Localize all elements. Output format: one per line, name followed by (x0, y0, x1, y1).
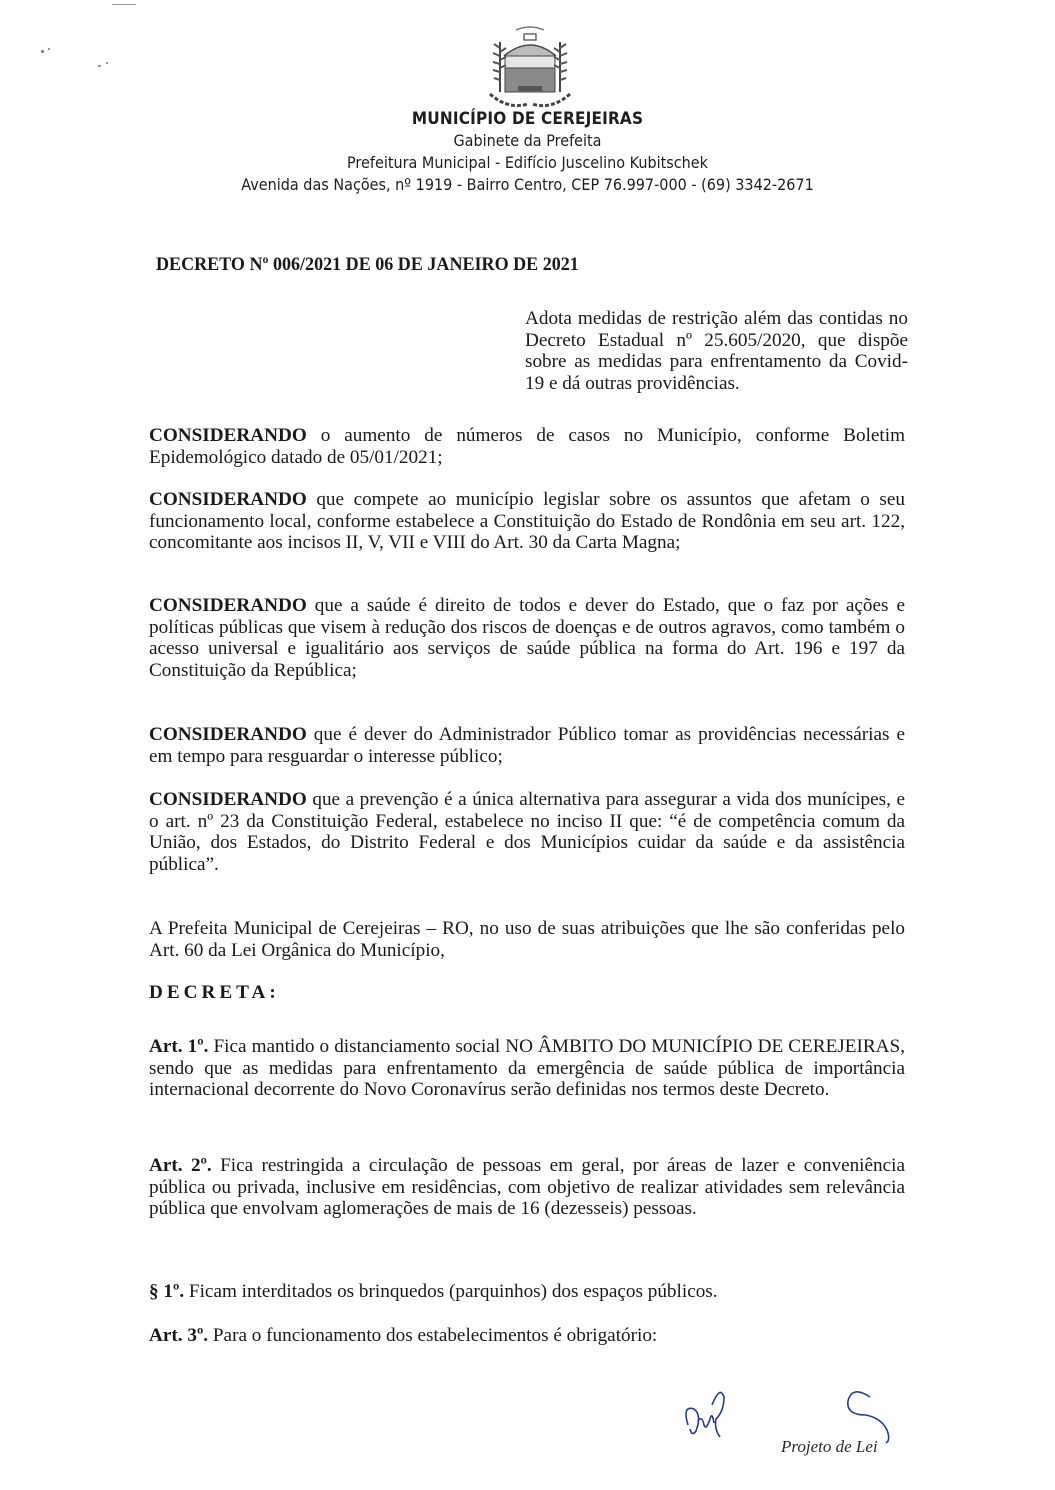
consideration-lead: CONSIDERANDO (149, 789, 307, 810)
municipal-coat-of-arms-icon (478, 22, 582, 110)
article-text: Fica mantido o distanciamento social NO ÂMBITO DO MUNICÍPIO DE CEREJEIRAS, sendo que as medidas para enfrentamento da emergência de saúde pública de importância internacional decorrente do Novo Coronavírus serão definidas nos termos deste Decreto. (149, 1036, 905, 1100)
section-lead: § 1º. (149, 1281, 185, 1302)
document-footer-note: Projeto de Lei (781, 1437, 878, 1456)
article-text: Para o funcionamento dos estabelecimentos é obrigatório: (208, 1325, 658, 1346)
article-paragraph (149, 1036, 905, 1101)
scan-artifact (106, 62, 108, 64)
consideration-text: que é dever do Administrador Público tomar as providências necessárias e em tempo para resguardar o interesse público; (149, 724, 905, 767)
article-text: Fica restringida a circulação de pessoas em geral, por áreas de lazer e conveniência pública ou privada, inclusive em residências, com objetivo de realizar atividades sem relevância pública que envolvam aglomerações de mais de 16 (dezesseis) pessoas. (149, 1155, 905, 1219)
paragraph-section (149, 1281, 905, 1303)
article-paragraph (149, 1155, 905, 1220)
consideration-lead: CONSIDERANDO (149, 489, 307, 510)
enactment-paragraph: A Prefeita Municipal de Cerejeiras – RO, no uso de suas atribuições que lhe são conferidas pelo Art. 60 da Lei Orgânica do Município, (149, 918, 905, 961)
address-line: Avenida das Nações, nº 1919 - Bairro Centro, CEP 76.997-000 - (69) 3342-2671 (241, 175, 814, 194)
consideration-paragraph (149, 595, 905, 681)
consideration-paragraph (149, 425, 905, 468)
article-paragraph (149, 1325, 905, 1347)
building-name: Prefeitura Municipal - Edifício Juscelino Kubitschek (346, 153, 708, 172)
consideration-text: que a saúde é direito de todos e dever do Estado, que o faz por ações e políticas públicas que visem à redução dos riscos de doenças e de outros agravos, como também o acesso universal e igualitário aos serviços de saúde pública na forma do Art. 196 e 197 da Constituição da República; (149, 595, 905, 681)
consideration-text: o aumento de números de casos no Município, conforme Boletim Epidemológico datado de 05/01/2021; (149, 425, 905, 468)
article-lead: Art. 1º. (149, 1036, 209, 1057)
consideration-lead: CONSIDERANDO (149, 595, 307, 616)
article-lead: Art. 3º. (149, 1325, 209, 1346)
consideration-text: que compete ao município legislar sobre os assuntos que afetam o seu funcionamento local, conforme estabelece a Constituição do Estado de Rondônia em seu art. 122, concomitante aos incisos II, V, VII e VIII do Art. 30 da Carta Magna; (149, 489, 905, 553)
consideration-paragraph (149, 489, 905, 554)
scan-artifact (112, 4, 136, 5)
article-lead: Art. 2º. (149, 1155, 212, 1176)
office-name: Gabinete da Prefeita (453, 131, 602, 150)
scan-artifact (48, 48, 50, 50)
decree-title: DECRETO Nº 006/2021 DE 06 DE JANEIRO DE 2021 (156, 254, 579, 275)
scan-artifact (98, 65, 101, 67)
section-text: Ficam interditados os brinquedos (parquinhos) dos espaços públicos. (184, 1281, 718, 1302)
consideration-lead: CONSIDERANDO (149, 724, 307, 745)
scan-artifact (41, 50, 44, 53)
consideration-text: que a prevenção é a única alternativa para assegurar a vida dos munícipes, e o art. nº 23 da Constituição Federal, estabelece no inciso II que: “é de competência comum da União, dos Estados, do Distrito Federal e dos Municípios cuidar da saúde e da assistência pública”. (149, 789, 905, 875)
consideration-paragraph (149, 724, 905, 767)
decree-summary: Adota medidas de restrição além das contidas no Decreto Estadual nº 25.605/2020, que dispõe sobre as medidas para enfrentamento da Covid-19 e dá outras providências. (525, 308, 908, 394)
consideration-lead: CONSIDERANDO (149, 425, 307, 446)
municipality-name: MUNICÍPIO DE CEREJEIRAS (411, 109, 644, 129)
letterhead (0, 108, 1055, 196)
consideration-paragraph (149, 789, 905, 875)
decreta-heading: DECRETA: (149, 982, 280, 1003)
